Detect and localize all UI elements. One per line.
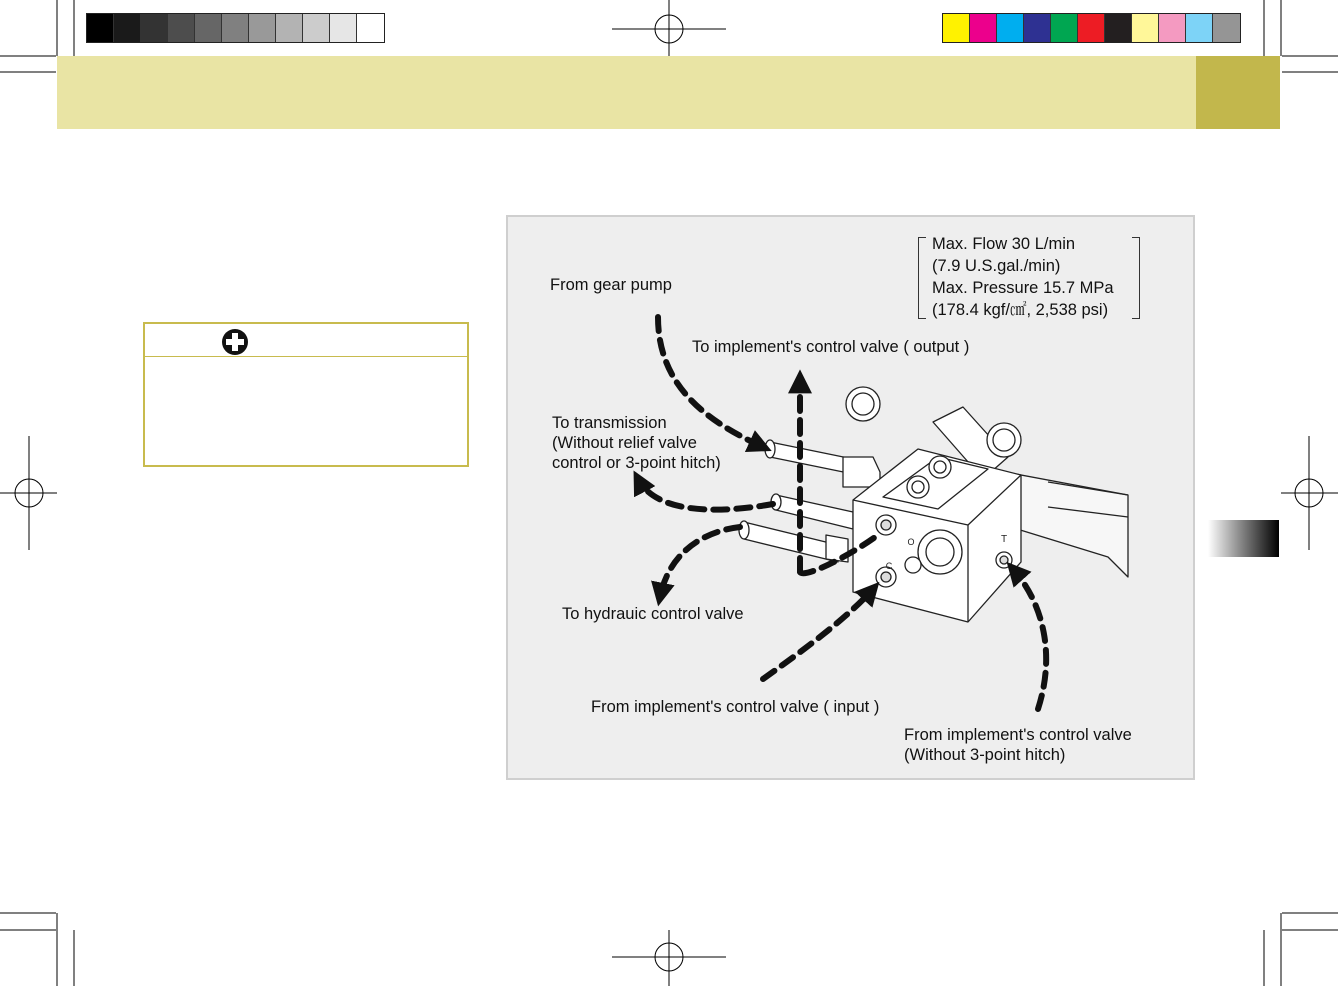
gray-swatch xyxy=(114,14,141,42)
color-swatch xyxy=(1159,14,1186,42)
color-swatch xyxy=(1105,14,1132,42)
spec-pressure-alt: (178.4 kgf/㎠, 2,538 psi) xyxy=(932,301,1109,319)
color-swatch xyxy=(997,14,1024,42)
gray-swatch xyxy=(330,14,357,42)
header-band xyxy=(57,56,1196,129)
spec-flow-us: (7.9 U.S.gal./min) xyxy=(932,257,1061,275)
gray-swatch xyxy=(222,14,249,42)
arrow-to-transmission xyxy=(638,479,773,510)
gray-swatch xyxy=(87,14,114,42)
label-to-transmission-note-1: (Without relief valve xyxy=(552,434,697,452)
port-o-label: O xyxy=(907,537,915,547)
spec-bracket-right xyxy=(1132,237,1140,319)
gray-swatch xyxy=(357,14,384,42)
color-swatch xyxy=(1024,14,1051,42)
bolt-2 xyxy=(987,423,1021,457)
bolt-1 xyxy=(846,387,880,421)
gray-swatch xyxy=(249,14,276,42)
note-header xyxy=(145,324,467,357)
grayscale-calibration-bar xyxy=(86,13,385,43)
spec-bracket-left xyxy=(918,237,926,319)
color-calibration-bar xyxy=(942,13,1241,43)
arrow-from-input xyxy=(763,589,873,679)
hydraulic-diagram-figure xyxy=(506,215,1195,780)
arrow-from-t-port xyxy=(1013,569,1046,709)
color-swatch xyxy=(1078,14,1105,42)
port-c-label: C xyxy=(885,561,893,571)
gray-swatch xyxy=(168,14,195,42)
color-swatch xyxy=(970,14,997,42)
note-box xyxy=(143,322,469,467)
color-swatch xyxy=(1132,14,1159,42)
header-tab xyxy=(1196,56,1280,129)
port-t-label: T xyxy=(1000,534,1008,545)
color-swatch xyxy=(1051,14,1078,42)
gray-swatch xyxy=(276,14,303,42)
label-from-gear-pump: From gear pump xyxy=(550,276,672,294)
label-to-transmission-note-2: control or 3-point hitch) xyxy=(552,454,721,472)
label-to-hydraulic-control-valve: To hydrauic control valve xyxy=(562,605,744,623)
gray-swatch xyxy=(141,14,168,42)
label-from-control-valve-note: (Without 3-point hitch) xyxy=(904,746,1066,764)
spec-flow: Max. Flow 30 L/min xyxy=(932,235,1076,253)
label-to-control-valve-output: To implement's control valve ( output ) xyxy=(692,338,970,356)
color-swatch xyxy=(1213,14,1240,42)
color-swatch xyxy=(943,14,970,42)
chapter-side-tab xyxy=(1208,520,1279,557)
gray-swatch xyxy=(303,14,330,42)
label-from-control-valve-input: From implement's control valve ( input ) xyxy=(591,698,880,716)
gray-swatch xyxy=(195,14,222,42)
label-from-control-valve: From implement's control valve xyxy=(904,726,1132,744)
color-swatch xyxy=(1186,14,1213,42)
spec-block xyxy=(932,233,1114,321)
arrow-to-hydraulic-valve xyxy=(660,527,740,597)
plus-circle-icon xyxy=(221,328,249,356)
spec-pressure: Max. Pressure 15.7 MPa xyxy=(932,279,1114,297)
label-to-transmission: To transmission xyxy=(552,414,667,432)
